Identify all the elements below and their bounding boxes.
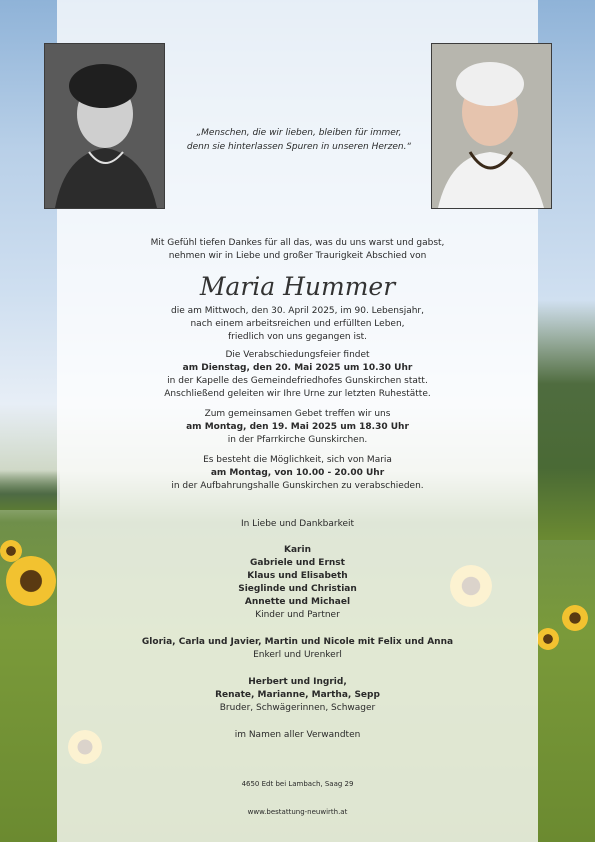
mourner-name: Karin (284, 545, 311, 555)
quote-line: „Menschen, die wir lieben, bleiben für immer, (196, 128, 402, 138)
prayer-date: am Montag, den 19. Mai 2025 um 18.30 Uhr (186, 422, 409, 432)
address: 4650 Edt bei Lambach, Saag 29 (241, 780, 354, 788)
prayer-line: Zum gemeinsamen Gebet treffen wir uns (204, 409, 391, 419)
quote-line: denn sie hinterlassen Spuren in unseren Herzen.“ (186, 142, 412, 152)
prayer-info (57, 408, 538, 447)
prayer-line: in der Pfarrkirche Gunskirchen. (227, 435, 368, 445)
siblings-block (57, 676, 538, 715)
grandchildren-block (57, 636, 538, 662)
viewing-info (57, 454, 538, 493)
closing-line: In Liebe und Dankbarkeit (240, 519, 355, 529)
mourner-name: Gabriele und Ernst (250, 558, 345, 568)
relation-label: Kinder und Partner (255, 610, 340, 620)
life-text (57, 305, 538, 344)
treeline-right (537, 300, 595, 540)
viewing-line: Es besteht die Möglichkeit, sich von Maria (203, 455, 392, 465)
life-line: friedlich von uns gegangen ist. (227, 332, 368, 342)
relation-label: Enkerl und Urenkerl (253, 650, 342, 660)
viewing-line: in der Aufbahrungshalle Gunskirchen zu verabschieden. (171, 481, 424, 491)
portrait-young (44, 43, 165, 209)
farewell-line: Anschließend geleiten wir Ihre Urne zur letzten Ruhestätte. (164, 389, 431, 399)
sunflower-decoration (0, 540, 22, 562)
life-line: die am Mittwoch, den 30. April 2025, im 90. Lebensjahr, (171, 306, 424, 316)
children-block (57, 544, 538, 622)
sunflower-decoration (6, 556, 56, 606)
farewell-date: am Dienstag, den 20. Mai 2025 um 10.30 Uhr (182, 363, 413, 373)
website-link[interactable]: www.bestattung-neuwirth.at (247, 808, 348, 816)
intro-line: Mit Gefühl tiefen Dankes für all das, was du uns warst und gabst, (150, 238, 445, 248)
mourner-name: Renate, Marianne, Martha, Sepp (215, 690, 380, 700)
farewell-ceremony (57, 349, 538, 401)
relatives-line: im Namen aller Verwandten (234, 730, 361, 740)
sunflower-decoration (537, 628, 559, 650)
intro-line: nehmen wir in Liebe und großer Traurigkeit Abschied von (168, 251, 427, 261)
sunflower-decoration (562, 605, 588, 631)
life-line: nach einem arbeitsreichen und erfüllten Leben, (190, 319, 405, 329)
mourner-name: Herbert und Ingrid, (248, 677, 347, 687)
relation-label: Bruder, Schwägerinnen, Schwager (219, 703, 376, 713)
viewing-date: am Montag, von 10.00 - 20.00 Uhr (210, 468, 385, 478)
farewell-line: in der Kapelle des Gemeindefriedhofes Gunskirchen statt. (167, 376, 428, 386)
intro-text (57, 237, 538, 263)
mourner-name: Klaus und Elisabeth (247, 571, 348, 581)
deceased-name: Maria Hummer (199, 272, 396, 301)
mourner-name: Gloria, Carla und Javier, Martin und Nicole mit Felix und Anna (141, 637, 454, 647)
treeline-left (0, 470, 60, 510)
mourner-name: Annette und Michael (244, 597, 351, 607)
mourner-name: Sieglinde und Christian (238, 584, 357, 594)
farewell-line: Die Verabschiedungsfeier findet (225, 350, 370, 360)
memorial-quote (170, 126, 428, 154)
portrait-elderly (431, 43, 552, 209)
